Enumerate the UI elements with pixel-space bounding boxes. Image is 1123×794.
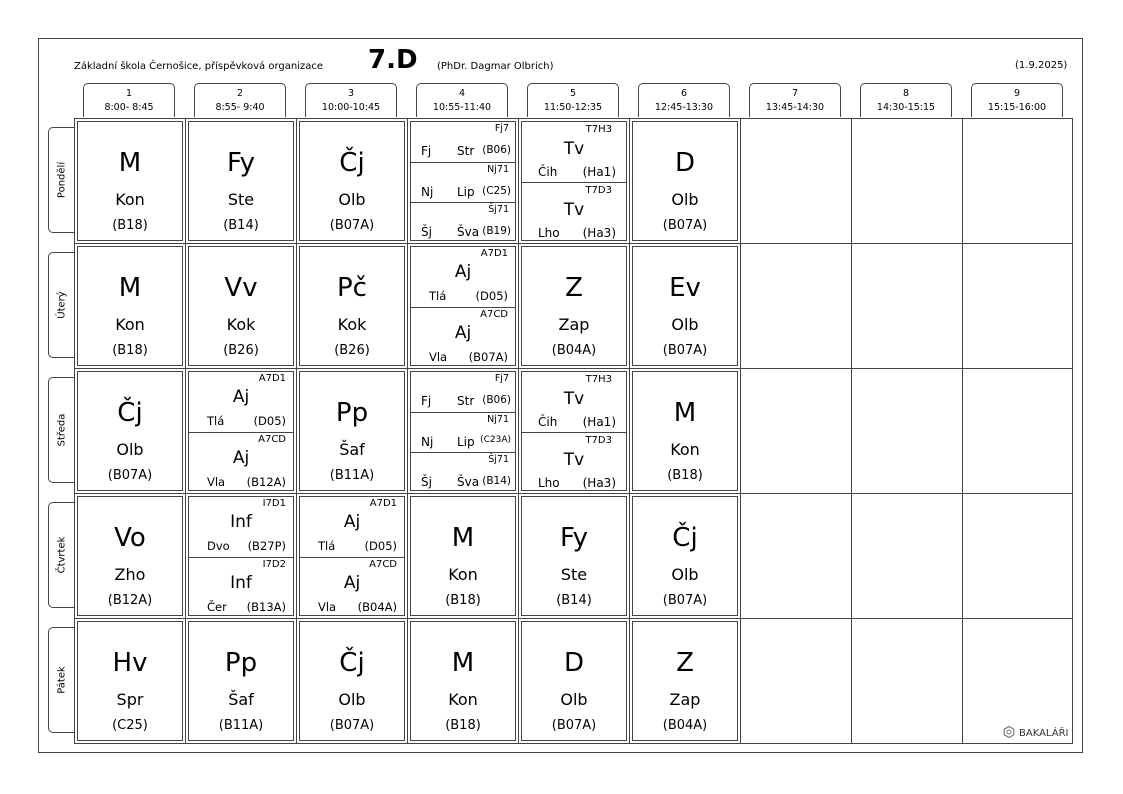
lesson-room: (Ha3)	[582, 226, 616, 240]
lesson-room: (B26)	[223, 343, 259, 358]
lesson-room: (B12A)	[246, 475, 286, 489]
grid-line	[962, 119, 963, 743]
lesson-subject: M	[451, 523, 475, 553]
lesson-subject: Hv	[112, 648, 148, 678]
period-header-4	[416, 83, 508, 117]
lesson-subject: Aj	[343, 573, 361, 593]
lesson-room: (B18)	[445, 718, 481, 733]
group-lesson[interactable]	[300, 557, 404, 618]
group-lesson[interactable]	[522, 432, 626, 493]
lesson-teacher: Olb	[671, 315, 699, 334]
lesson-subject: Inf	[230, 573, 252, 593]
lesson-mon-5[interactable]	[521, 121, 627, 241]
lesson-teacher: Lip	[457, 435, 475, 449]
lesson-teacher: Vla	[318, 600, 337, 614]
period-header-8	[860, 83, 952, 117]
lesson-subject: Aj	[454, 262, 472, 282]
lesson-subject: Pč	[337, 273, 367, 303]
period-number: 4	[458, 88, 466, 99]
valid-date: (1.9.2025)	[1015, 60, 1068, 71]
lesson-subject: Nj	[421, 435, 434, 449]
group-lesson[interactable]	[522, 122, 626, 182]
lesson-room: (C23A)	[480, 435, 511, 445]
lesson-subject: Z	[565, 273, 583, 303]
lesson-subject: M	[118, 148, 142, 178]
lesson-room: (B07A)	[662, 218, 708, 233]
group-code: A7D1	[258, 373, 286, 384]
lesson-thu-1[interactable]	[77, 496, 183, 616]
lesson-teacher: Tlá	[207, 414, 225, 428]
group-lesson[interactable]	[189, 432, 293, 493]
lesson-wed-4[interactable]	[410, 371, 516, 491]
lesson-teacher: Ste	[227, 190, 255, 209]
logo-text: BAKALÁŘI	[1019, 728, 1069, 739]
lesson-teacher: Olb	[671, 565, 699, 584]
lesson-subject: Fy	[227, 148, 255, 178]
lesson-room: (B26)	[334, 343, 370, 358]
lesson-fri-3[interactable]	[299, 621, 405, 741]
lesson-teacher: Čih	[538, 415, 558, 429]
lesson-subject: D	[674, 148, 696, 178]
day-tab-monday	[48, 127, 74, 233]
lesson-thu-5[interactable]	[521, 496, 627, 616]
day-tab-wednesday	[48, 377, 74, 483]
lesson-room: (B04A)	[551, 343, 597, 358]
lesson-room: (B07A)	[107, 468, 153, 483]
lesson-tue-5[interactable]	[521, 246, 627, 366]
day-label: Pondělí	[56, 161, 67, 199]
lesson-fri-1[interactable]	[77, 621, 183, 741]
period-number: 6	[680, 88, 688, 99]
lesson-subject: Fy	[560, 523, 588, 553]
group-code: T7D3	[585, 435, 612, 446]
grid-line	[296, 119, 297, 743]
day-label: Pátek	[56, 666, 67, 694]
period-header-5	[527, 83, 619, 117]
lesson-subject: Vo	[114, 523, 146, 553]
group-code: Fj7	[494, 123, 509, 134]
group-lesson[interactable]	[522, 182, 626, 243]
lesson-subject: Aj	[343, 512, 361, 532]
group-lesson[interactable]	[189, 372, 293, 432]
lesson-wed-5[interactable]	[521, 371, 627, 491]
lesson-subject: Vv	[224, 273, 258, 303]
group-code: A7CD	[369, 559, 397, 570]
class-name: 7.D	[368, 45, 418, 75]
lesson-tue-2[interactable]	[188, 246, 294, 366]
lesson-room: (B07A)	[662, 593, 708, 608]
lesson-subject: M	[451, 648, 475, 678]
lesson-teacher: Zap	[669, 690, 701, 709]
group-lesson[interactable]	[411, 247, 515, 307]
lesson-thu-3[interactable]	[299, 496, 405, 616]
gear-icon	[1003, 726, 1015, 741]
period-time: 10:00-10:45	[321, 102, 381, 113]
lesson-subject: Ev	[669, 273, 701, 303]
grid-line	[75, 368, 1072, 369]
lesson-subject: Pp	[224, 648, 258, 678]
lesson-teacher: Šaf	[228, 690, 254, 709]
lesson-mon-1[interactable]	[77, 121, 183, 241]
lesson-room: (B06)	[482, 394, 511, 406]
lesson-room: (D05)	[253, 414, 286, 428]
lesson-room: (B18)	[112, 343, 148, 358]
lesson-teacher: Šaf	[339, 440, 365, 459]
group-code: T7D3	[585, 185, 612, 196]
period-number: 1	[125, 88, 133, 99]
lesson-subject: Šj	[421, 475, 432, 489]
lesson-room: (B07A)	[551, 718, 597, 733]
day-tab-thursday	[48, 502, 74, 608]
period-time: 15:15-16:00	[987, 102, 1047, 113]
lesson-room: (B14)	[482, 475, 511, 487]
period-number: 7	[791, 88, 799, 99]
lesson-thu-4[interactable]	[410, 496, 516, 616]
lesson-teacher: Šva	[457, 225, 480, 239]
lesson-tue-4[interactable]	[410, 246, 516, 366]
group-lesson[interactable]	[522, 372, 626, 432]
day-label: Čtvrtek	[56, 536, 67, 574]
grid-line	[407, 119, 408, 743]
lesson-tue-6[interactable]	[632, 246, 738, 366]
lesson-teacher: Olb	[116, 440, 144, 459]
period-time: 11:50-12:35	[543, 102, 603, 113]
lesson-teacher: Kok	[337, 315, 367, 334]
grid-line	[851, 119, 852, 743]
group-lesson[interactable]	[411, 307, 515, 368]
lesson-room: (B19)	[482, 225, 511, 237]
lesson-room: (B18)	[667, 468, 703, 483]
lesson-subject: Nj	[421, 185, 434, 199]
lesson-wed-6[interactable]	[632, 371, 738, 491]
lesson-tue-3[interactable]	[299, 246, 405, 366]
lesson-room: (B18)	[445, 593, 481, 608]
day-label: Středa	[56, 413, 67, 447]
group-code: Nj71	[487, 414, 509, 425]
period-time: 8:00- 8:45	[104, 102, 154, 113]
period-time: 10:55-11:40	[432, 102, 492, 113]
day-tab-tuesday	[48, 252, 74, 358]
lesson-room: (B27P)	[247, 539, 286, 553]
lesson-fri-4[interactable]	[410, 621, 516, 741]
lesson-room: (B14)	[223, 218, 259, 233]
lesson-mon-6[interactable]	[632, 121, 738, 241]
lesson-wed-1[interactable]	[77, 371, 183, 491]
lesson-room: (B12A)	[107, 593, 153, 608]
lesson-wed-3[interactable]	[299, 371, 405, 491]
group-lesson[interactable]	[411, 202, 515, 243]
lesson-room: (B18)	[112, 218, 148, 233]
lesson-teacher: Str	[457, 394, 475, 408]
lesson-room: (B07A)	[468, 350, 508, 364]
group-code: I7D2	[262, 559, 286, 570]
period-header-7	[749, 83, 841, 117]
lesson-wed-2[interactable]	[188, 371, 294, 491]
lesson-teacher: Šva	[457, 475, 480, 489]
grid-line	[740, 119, 741, 743]
group-code: Šj71	[488, 454, 509, 465]
group-code: T7H3	[585, 124, 612, 135]
group-code: A7D1	[369, 498, 397, 509]
lesson-subject: M	[673, 398, 697, 428]
period-time: 8:55- 9:40	[215, 102, 265, 113]
lesson-subject: Aj	[232, 387, 250, 407]
lesson-teacher: Kon	[115, 190, 145, 209]
lesson-subject: Pp	[335, 398, 369, 428]
lesson-fri-5[interactable]	[521, 621, 627, 741]
group-code: Fj7	[494, 373, 509, 384]
lesson-teacher: Čih	[538, 165, 558, 179]
lesson-room: (B07A)	[329, 718, 375, 733]
lesson-thu-2[interactable]	[188, 496, 294, 616]
lesson-room: (C25)	[482, 185, 511, 197]
lesson-room: (B04A)	[357, 600, 397, 614]
lesson-teacher: Olb	[338, 690, 366, 709]
bakalari-logo	[1003, 726, 1068, 741]
lesson-teacher: Tlá	[318, 539, 336, 553]
group-lesson[interactable]	[411, 372, 515, 412]
lesson-fri-2[interactable]	[188, 621, 294, 741]
lesson-room: (B07A)	[329, 218, 375, 233]
group-lesson[interactable]	[300, 497, 404, 557]
lesson-room: (C25)	[112, 718, 148, 733]
lesson-subject: Fj	[421, 144, 432, 158]
group-code: Nj71	[487, 164, 509, 175]
lesson-thu-6[interactable]	[632, 496, 738, 616]
lesson-teacher: Vla	[207, 475, 226, 489]
lesson-teacher: Dvo	[207, 539, 230, 553]
grid-line	[185, 119, 186, 743]
lesson-fri-6[interactable]	[632, 621, 738, 741]
lesson-subject: D	[563, 648, 585, 678]
lesson-teacher: Spr	[116, 690, 144, 709]
lesson-teacher: Kon	[670, 440, 700, 459]
lesson-teacher: Lip	[457, 185, 475, 199]
group-code: A7D1	[480, 248, 508, 259]
lesson-room: (B14)	[556, 593, 592, 608]
group-code: Šj71	[488, 204, 509, 215]
lesson-teacher: Kon	[115, 315, 145, 334]
period-number: 2	[236, 88, 244, 99]
lesson-room: (B06)	[482, 144, 511, 156]
lesson-teacher: Ste	[560, 565, 588, 584]
grid-line	[75, 618, 1072, 619]
group-lesson[interactable]	[411, 412, 515, 453]
lesson-subject: Fj	[421, 394, 432, 408]
lesson-mon-2[interactable]	[188, 121, 294, 241]
lesson-teacher: Lho	[538, 476, 560, 490]
grid-line	[75, 243, 1072, 244]
lesson-teacher: Str	[457, 144, 475, 158]
lesson-room: (D05)	[364, 539, 397, 553]
period-number: 9	[1013, 88, 1021, 99]
lesson-subject: Tv	[563, 139, 585, 159]
period-time: 14:30-15:15	[876, 102, 936, 113]
timetable-grid	[74, 118, 1073, 744]
lesson-teacher: Zho	[114, 565, 146, 584]
lesson-room: (B11A)	[218, 718, 264, 733]
lesson-subject: Čj	[339, 648, 365, 678]
group-lesson[interactable]	[411, 122, 515, 162]
class-teacher: (PhDr. Dagmar Olbrich)	[437, 61, 554, 72]
group-code: T7H3	[585, 374, 612, 385]
period-time: 13:45-14:30	[765, 102, 825, 113]
lesson-room: (D05)	[475, 289, 508, 303]
lesson-subject: Z	[676, 648, 694, 678]
group-code: I7D1	[262, 498, 286, 509]
group-lesson[interactable]	[189, 497, 293, 557]
lesson-teacher: Olb	[560, 690, 588, 709]
lesson-subject: Tv	[563, 200, 585, 220]
period-number: 8	[902, 88, 910, 99]
lesson-teacher: Kon	[448, 690, 478, 709]
grid-line	[75, 493, 1072, 494]
lesson-room: (B13A)	[246, 600, 286, 614]
lesson-teacher: Čer	[207, 600, 227, 614]
lesson-teacher: Olb	[671, 190, 699, 209]
day-tab-friday	[48, 627, 74, 733]
lesson-room: (Ha1)	[582, 415, 616, 429]
period-header-2	[194, 83, 286, 117]
lesson-teacher: Tlá	[429, 289, 447, 303]
lesson-subject: Inf	[230, 512, 252, 532]
lesson-subject: Šj	[421, 225, 432, 239]
lesson-teacher: Lho	[538, 226, 560, 240]
period-number: 3	[347, 88, 355, 99]
lesson-subject: Čj	[672, 523, 698, 553]
lesson-teacher: Kon	[448, 565, 478, 584]
lesson-mon-3[interactable]	[299, 121, 405, 241]
grid-line	[518, 119, 519, 743]
lesson-teacher: Olb	[338, 190, 366, 209]
lesson-mon-4[interactable]	[410, 121, 516, 241]
period-time: 12:45-13:30	[654, 102, 714, 113]
lesson-subject: Čj	[117, 398, 143, 428]
lesson-room: (B07A)	[662, 343, 708, 358]
group-code: A7CD	[480, 309, 508, 320]
lesson-subject: Čj	[339, 148, 365, 178]
lesson-teacher: Vla	[429, 350, 448, 364]
lesson-subject: Tv	[563, 389, 585, 409]
period-header-9	[971, 83, 1063, 117]
group-lesson[interactable]	[411, 162, 515, 203]
lesson-subject: Aj	[454, 323, 472, 343]
grid-line	[629, 119, 630, 743]
day-label: Úterý	[56, 291, 67, 319]
group-lesson[interactable]	[411, 452, 515, 493]
lesson-teacher: Kok	[226, 315, 256, 334]
group-code: A7CD	[258, 434, 286, 445]
period-header-3	[305, 83, 397, 117]
lesson-room: (B04A)	[662, 718, 708, 733]
group-lesson[interactable]	[189, 557, 293, 618]
period-header-1	[83, 83, 175, 117]
lesson-subject: M	[118, 273, 142, 303]
period-header-6	[638, 83, 730, 117]
lesson-room: (Ha3)	[582, 476, 616, 490]
lesson-room: (Ha1)	[582, 165, 616, 179]
period-number: 5	[569, 88, 577, 99]
school-name: Základní škola Černošice, příspěvková organizace	[74, 61, 324, 72]
lesson-room: (B11A)	[329, 468, 375, 483]
lesson-teacher: Zap	[558, 315, 590, 334]
lesson-tue-1[interactable]	[77, 246, 183, 366]
lesson-subject: Aj	[232, 448, 250, 468]
lesson-subject: Tv	[563, 450, 585, 470]
